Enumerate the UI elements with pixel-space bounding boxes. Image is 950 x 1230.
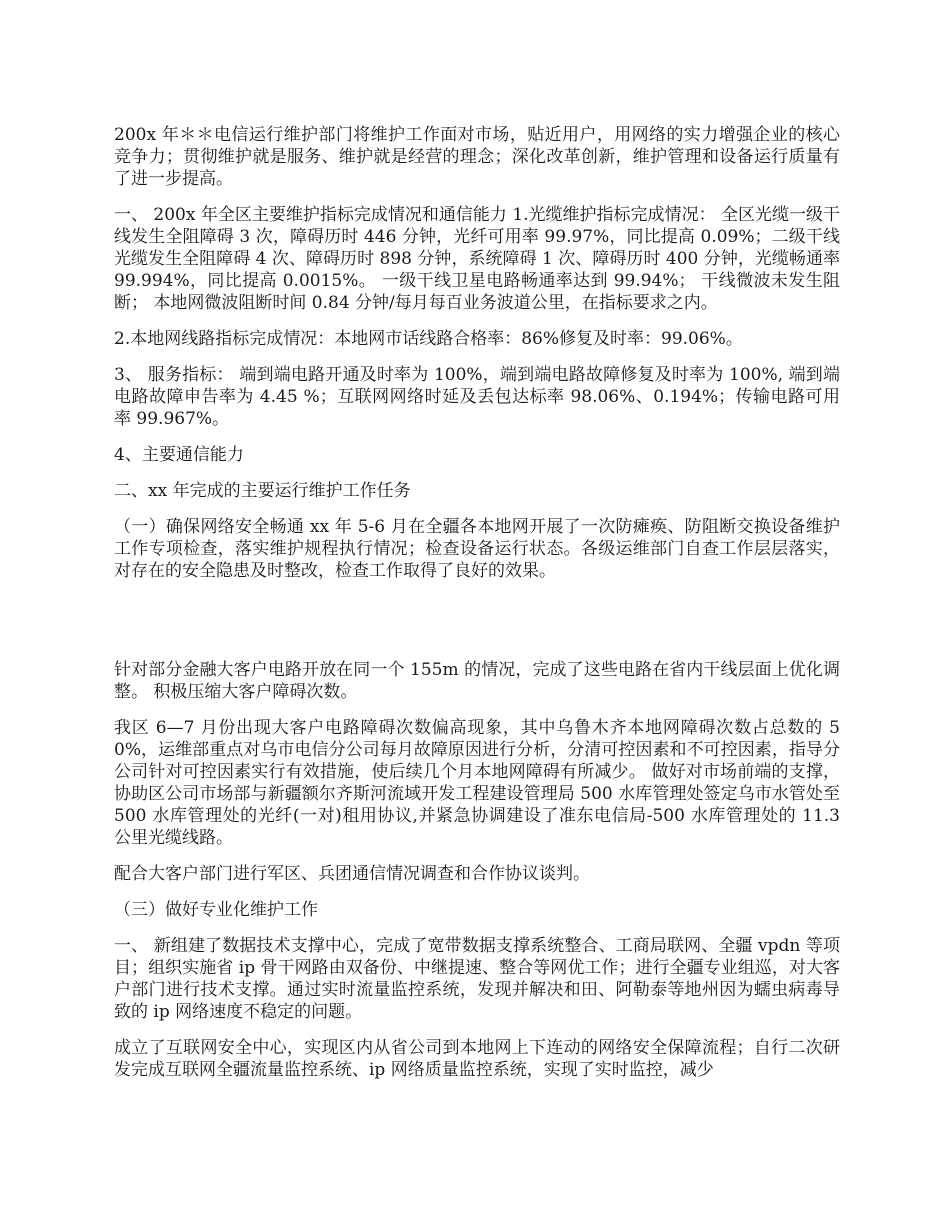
section-two-heading: 二、xx 年完成的主要运行维护工作任务: [114, 481, 411, 501]
military-cooperation-paragraph: 配合大客户部门进行军区、兵团通信情况调查和合作协议谈判。: [114, 864, 590, 884]
service-indicator-paragraph: 3、 服务指标： 端到端电路开通及时率为 100%，端到端电路故障修复及时率为 100%, 端到端电路故障申告率为 4.45 %；互联网网络时延及丢包达标率 98.06%、0.194%；传输电路可用率 99.967%。: [114, 365, 840, 429]
network-safety-paragraph: （一）确保网络安全畅通 xx 年 5-6 月在全疆各本地网开展了一次防瘫痪、防阻断交换设备维护工作专项检查，落实维护规程执行情况；检查设备运行状态。各级运维部门自查工作层层落实，对存在的安全隐患及时整改，检查工作取得了良好的效果。: [114, 517, 840, 581]
section-one-paragraph: 一、 200x 年全区主要维护指标完成情况和通信能力 1.光缆维护指标完成情况： 全区光缆一级干线发生全阻障碍 3 次，障碍历时 446 分钟，光纤可用率 99.97%，同比提高 0.09%；二级干线光缆发生全阻障碍 4 次、障碍历时 898 分钟，系统障碍 1 次、障碍历时 400 分钟，光缆畅通率 99.994%，同比提高 0.0015%。 一级干线卫星电路畅通率达到 99.94%； 干线微波未发生阻断； 本地网微波阻断时间 0.84 分钟/每月每百业务波道公里，在指标要求之内。: [114, 205, 840, 313]
blank-gap: [114, 596, 840, 659]
outage-reduction-paragraph: 我区 6—7 月份出现大客户电路障碍次数偏高现象，其中乌鲁木齐本地网障碍次数占总数的 50%，运维部重点对乌市电信分公司每月故障原因进行分析，分清可控因素和不可控因素，指导分公司针对可控因素实行有效措施，使后续几个月本地网障碍有所减少。 做好对市场前端的支撑，协助区公司市场部与新疆额尔齐斯河流域开发工程建设管理局 500 水库管理处签定乌市水管处至 500 水库管理处的光纤(一对)租用协议,并紧急协调建设了准东电信局-500 水库管理处的 11.3 公里光缆线路。: [114, 718, 840, 848]
section-three-heading: （三）做好专业化维护工作: [114, 900, 318, 920]
financial-customer-paragraph: 针对部分金融大客户电路开放在同一个 155m 的情况，完成了这些电路在省内干线层面上优化调整。 积极压缩大客户障碍次数。: [114, 660, 840, 702]
data-center-paragraph: 一、 新组建了数据技术支撑中心，完成了宽带数据支撑系统整合、工商局联网、全疆 vpdn 等项目；组织实施省 ip 骨干网路由双备份、中继提速、整合等网优工作；进行全疆专业组巡，对大客户部门进行技术支撑。通过实时流量监控系统，发现并解决和田、阿勒泰等地州因为蠕虫病毒导致的 ip 网络速度不稳定的问题。: [114, 936, 840, 1022]
internet-security-paragraph: 成立了互联网安全中心，实现区内从省公司到本地网上下连动的网络安全保障流程；自行二次研发完成互联网全疆流量监控系统、ip 网络质量监控系统，实现了实时监控，减少: [114, 1038, 840, 1080]
line-indicator-paragraph: 2.本地网线路指标完成情况：本地网市话线路合格率：86%修复及时率：99.06%。: [114, 329, 743, 349]
document-page: [114, 124, 840, 1095]
intro-paragraph: 200x 年＊＊电信运行维护部门将维护工作面对市场，贴近用户，用网络的实力增强企业的核心竞争力；贯彻维护就是服务、维护就是经营的理念；深化改革创新，维护管理和设备运行质量有了进一步提高。: [114, 125, 840, 189]
capability-heading: 4、主要通信能力: [114, 445, 244, 465]
